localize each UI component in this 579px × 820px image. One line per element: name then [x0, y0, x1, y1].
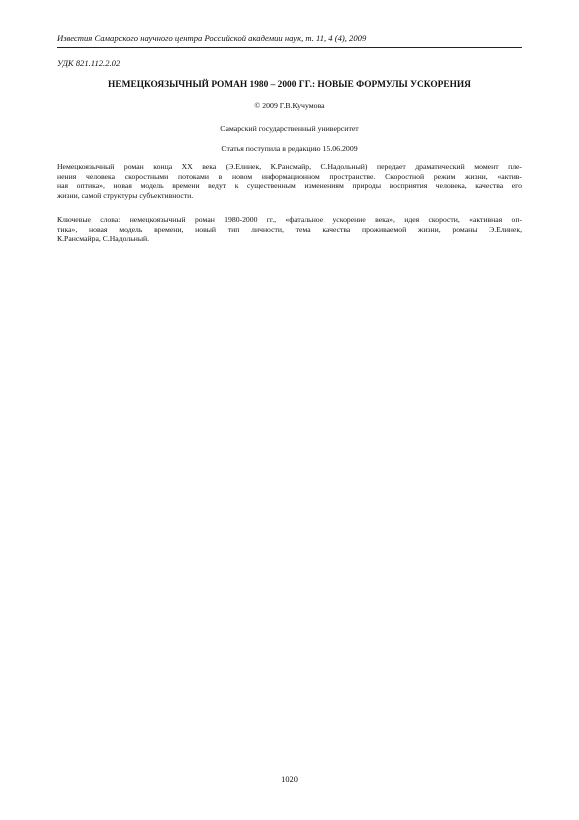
page-number: 1020	[281, 775, 298, 784]
keywords-paragraph	[57, 215, 522, 244]
abstract-line: ная оптика», новая модель времени ведут к существенным изменениям природы восприятия человека, качества его	[57, 181, 522, 190]
article-title: НЕМЕЦКОЯЗЫЧНЫЙ РОМАН 1980 – 2000 ГГ.: НОВЫЕ ФОРМУЛЫ УСКОРЕНИЯ	[108, 80, 471, 90]
received-date-line: Статья поступила в редакцию 15.06.2009	[221, 144, 358, 153]
affiliation-line: Самарский государственный университет	[220, 124, 359, 133]
abstract-paragraph	[57, 162, 522, 200]
header-divider	[57, 47, 522, 48]
abstract-line: жизни, самой структуры субъективности.	[57, 190, 194, 200]
keywords-line: Ключевые слова: немецкоязычный роман 1980-2000 гг., «фатальное ускорение века», идея скорости, «активная оп-	[57, 215, 522, 224]
udc-code: УДК 821.112.2.02	[57, 58, 121, 68]
abstract-line: Немецкоязычный роман конца XX века (Э.Елинек, К.Рансмайр, С.Надольный) передает драматический момент пле-	[57, 162, 522, 171]
keywords-line: тика», новая модель времени, новый тип личности, тема качества проживаемой жизни, романы Э.Елинек,	[57, 224, 522, 234]
abstract-line: нения человека скоростными потоками в новом информационном пространстве. Скоростной режим жизни, «актив-	[57, 171, 522, 181]
journal-running-header: Известия Самарского научного центра Российской академии наук, т. 11, 4 (4), 2009	[57, 33, 367, 43]
keywords-line: К.Рансмайра, С.Надольный.	[57, 234, 150, 243]
author-line: © 2009 Г.В.Кучумова	[254, 101, 325, 110]
